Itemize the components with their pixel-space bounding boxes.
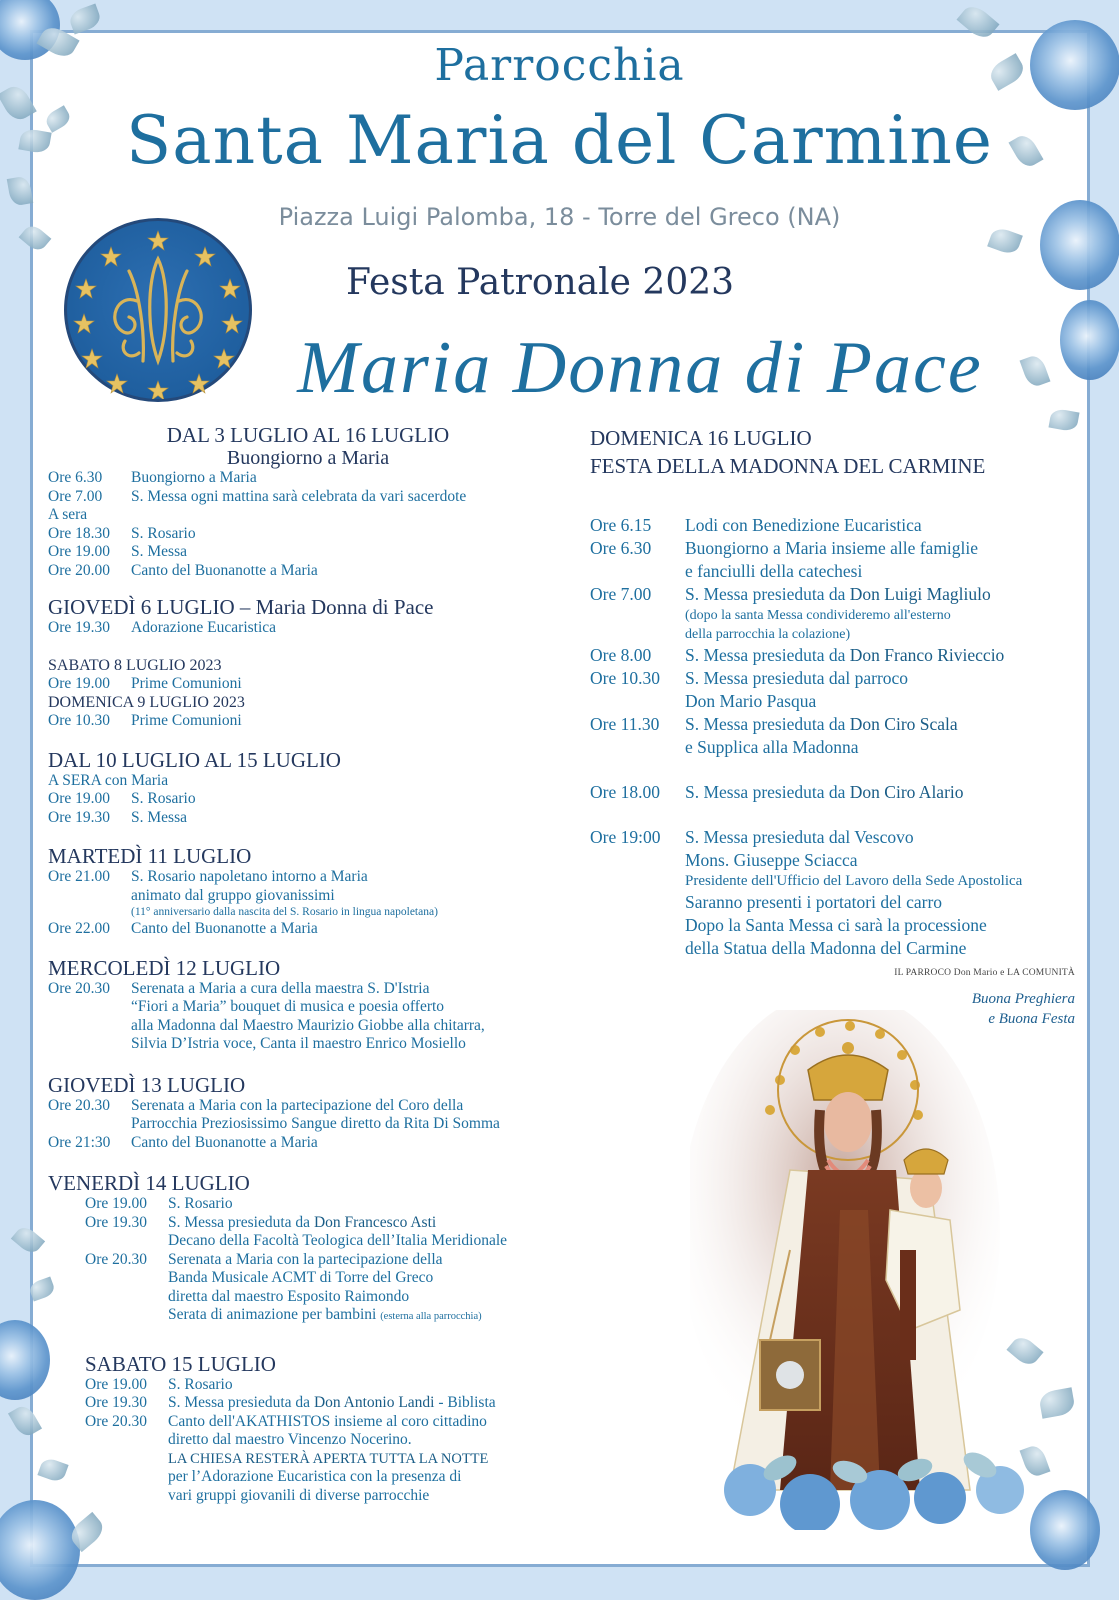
schedule-row [590, 667, 1060, 690]
section-title: MERCOLEDÌ 12 LUGLIO [48, 955, 281, 980]
schedule-row [48, 562, 568, 581]
celebrant-role: Presidente dell'Ufficio del Lavoro della Sede Apostolica [685, 873, 1023, 889]
description: S. Rosario napoletano intorno a Maria [131, 868, 368, 885]
description: Buongiorno a Maria insieme alle famiglie [685, 538, 979, 558]
description-text: S. Messa presieduta da [168, 1394, 314, 1411]
schedule-row [590, 583, 1060, 606]
section-title: VENERDÌ 14 LUGLIO [48, 1171, 250, 1195]
time: Ore 20.30 [85, 1250, 147, 1268]
greeting-line-1: Buona Preghiera [971, 991, 1075, 1007]
celebrant-name: Don Luigi Magliulo [849, 584, 991, 604]
description: S. Messa presieduta dal Vescovo [685, 827, 914, 847]
schedule-row [48, 675, 568, 694]
description-continued: Parrocchia Preziosissimo Sangue diretto da Rita Di Somma [131, 1115, 500, 1132]
description: Buongiorno a Maria [131, 469, 257, 486]
description-text: - Biblista [434, 1394, 496, 1411]
section-title: DOMENICA 16 LUGLIO [590, 426, 812, 450]
time: Ore 19:00 [590, 827, 661, 847]
description-continued: animato dal gruppo giovanissimi [131, 886, 335, 904]
greeting-line-2: e Buona Festa [988, 1011, 1075, 1027]
description-note: (esterna alla parrocchia) [380, 1311, 482, 1322]
schedule-row [48, 543, 568, 562]
time: Ore 6.30 [590, 538, 652, 558]
description-continued: “Fiori a Maria” bouquet di musica e poesia offerto [131, 998, 445, 1015]
schedule-row [590, 826, 1060, 849]
description [168, 1214, 568, 1233]
time: Ore 10.30 [590, 668, 660, 688]
celebrant-name: Don Ciro Scala [849, 714, 958, 734]
description-continued: vari gruppi giovanili di diverse parrocchie [168, 1486, 430, 1504]
description: S. Messa [131, 543, 187, 560]
schedule-left-column [48, 424, 568, 1505]
description: S. Rosario [131, 790, 196, 807]
description: Prime Comunioni [131, 674, 242, 692]
description-continued: e fanciulli della catechesi [685, 561, 863, 581]
header-parrocchia: Parrocchia [434, 40, 685, 91]
church-open-all-night-notice: LA CHIESA RESTERÀ APERTA TUTTA LA NOTTE [168, 1450, 489, 1467]
section-title: DOMENICA 9 LUGLIO 2023 [48, 694, 245, 711]
description-note: (11° anniversario dalla nascita del S. Rosario in lingua napoletana) [131, 906, 438, 918]
schedule-row [590, 514, 1060, 537]
description-text: S. Messa presieduta da [685, 584, 850, 604]
time: Ore 19.00 [48, 674, 110, 692]
schedule-row [85, 1413, 568, 1432]
description [685, 781, 1060, 804]
festa-title: Festa Patronale 2023 [345, 262, 735, 303]
section-title: SABATO 15 LUGLIO [85, 1351, 276, 1376]
celebrant-name: Don Antonio Landi [313, 1394, 435, 1411]
description: S. Messa ogni mattina sarà celebrata da vari sacerdote [131, 487, 467, 505]
schedule-row [48, 619, 568, 638]
description [685, 713, 1060, 736]
description [168, 1394, 568, 1413]
celebrant-name: Don Ciro Alario [849, 782, 964, 802]
section-subtitle: Buongiorno a Maria [226, 447, 390, 469]
description [685, 583, 1060, 606]
time: Ore 21:30 [48, 1133, 111, 1151]
description: Prime Comunioni [131, 712, 242, 729]
description: S. Messa presieduta dal parroco [685, 668, 909, 688]
schedule-right-column [590, 424, 1060, 960]
schedule-row [48, 1097, 568, 1116]
time: Ore 19.00 [85, 1195, 147, 1212]
schedule-row [48, 469, 568, 488]
celebrant-name: Don Mario Pasqua [685, 691, 817, 711]
description-text: S. Messa presieduta da [685, 782, 850, 802]
schedule-row [590, 644, 1060, 667]
time: Ore 6.15 [590, 515, 652, 535]
section-prime-comunioni [48, 656, 568, 731]
time: Ore 20.30 [85, 1412, 147, 1430]
signature: IL PARROCO Don Mario e LA COMUNITÀ [894, 968, 1075, 978]
schedule-row [48, 488, 568, 507]
time: Ore 11.30 [590, 714, 660, 734]
time: Ore 19.30 [85, 1394, 147, 1411]
schedule-row [48, 525, 568, 544]
celebrant-name: Don Francesco Asti [313, 1213, 437, 1231]
time: Ore 20.30 [48, 979, 110, 997]
time: Ore 18.00 [590, 782, 660, 802]
description-continued: per l’Adorazione Eucaristica con la presenza di [168, 1468, 462, 1485]
description-continued: Silvia D’Istria voce, Canta il maestro Enrico Mosiello [131, 1035, 466, 1052]
section-note: A SERA con Maria [48, 771, 169, 789]
description-continued: diretta dal maestro Esposito Raimondo [168, 1287, 410, 1305]
section-sabato-15-luglio [48, 1353, 568, 1506]
section-note: A sera [48, 506, 88, 523]
description-continued: della Statua della Madonna del Carmine [685, 938, 967, 958]
description-text: S. Messa presieduta da [685, 645, 850, 665]
section-title: DAL 10 LUGLIO AL 15 LUGLIO [48, 747, 341, 772]
description: S. Rosario [168, 1375, 233, 1393]
schedule-row [590, 713, 1060, 736]
description: Serenata a Maria con la partecipazione del Coro della [131, 1096, 464, 1114]
time: Ore 19.30 [48, 619, 110, 636]
time: Ore 6.30 [48, 469, 103, 486]
time: Ore 7.00 [48, 487, 103, 505]
time: Ore 18.30 [48, 524, 110, 542]
schedule-row [48, 809, 568, 828]
section-title: GIOVEDÌ 13 LUGLIO [48, 1072, 246, 1097]
theme-title: Maria Donna di Pace [297, 327, 983, 409]
time: Ore 19.00 [85, 1375, 147, 1393]
schedule-row [85, 1251, 568, 1270]
description-text: S. Messa presieduta da [168, 1213, 314, 1231]
description: S. Messa [131, 808, 187, 826]
description: Canto dell'AKATHISTOS insieme al coro cittadino [168, 1412, 487, 1430]
section-dal-10-al-15-luglio [48, 749, 568, 828]
celebrant-name: Don Franco Rivieccio [849, 645, 1005, 665]
description: Adorazione Eucaristica [131, 619, 277, 636]
schedule-row [48, 1134, 568, 1153]
schedule-row [85, 1376, 568, 1395]
schedule-row [85, 1214, 568, 1233]
description-note: della parrocchia la colazione) [685, 627, 851, 642]
description-continued: alla Madonna dal Maestro Maurizio Giobbe alla chitarra, [131, 1016, 485, 1034]
schedule-row [85, 1394, 568, 1413]
time: Ore 7.00 [590, 584, 652, 604]
time: Ore 22.00 [48, 920, 110, 937]
section-venerdi-14-luglio [48, 1172, 568, 1327]
description: Serenata a Maria a cura della maestra S. D'Istria [131, 979, 430, 997]
description: Serenata a Maria con la partecipazione della [168, 1250, 443, 1268]
section-title: DAL 3 LUGLIO AL 16 LUGLIO [166, 423, 450, 447]
schedule-row [48, 712, 568, 731]
time: Ore 21.00 [48, 868, 110, 885]
description-continued: Banda Musicale ACMT di Torre del Greco [168, 1269, 434, 1286]
church-address: Piazza Luigi Palomba, 18 - Torre del Greco (NA) [278, 203, 841, 231]
schedule-row [590, 537, 1060, 560]
schedule-row [48, 790, 568, 809]
schedule-row [48, 920, 568, 939]
time: Ore 20.00 [48, 561, 110, 579]
schedule-row [48, 868, 568, 887]
description-continued [85, 1306, 568, 1327]
description: S. Rosario [168, 1195, 233, 1212]
time: Ore 19.30 [48, 808, 110, 826]
section-title: SABATO 8 LUGLIO 2023 [48, 656, 222, 674]
description: Canto del Buonanotte a Maria [131, 1133, 318, 1151]
schedule-row [590, 781, 1060, 804]
section-title: GIOVEDÌ 6 LUGLIO – Maria Donna di Pace [48, 595, 434, 619]
description: S. Rosario [131, 524, 196, 542]
description-continued: Dopo la Santa Messa ci sarà la processione [685, 915, 987, 935]
description-note: (dopo la santa Messa condivideremo all'esterno [685, 608, 951, 623]
time: Ore 19.00 [48, 790, 110, 807]
marian-monogram-emblem-icon [64, 218, 252, 402]
description: Canto del Buonanotte a Maria [131, 561, 318, 579]
description-continued: diretto dal maestro Vincenzo Nocerino. [168, 1431, 412, 1448]
section-title: MARTEDÌ 11 LUGLIO [48, 844, 252, 868]
celebrant-name: Mons. Giuseppe Sciacca [685, 850, 858, 870]
description-continued: e Supplica alla Madonna [685, 737, 859, 757]
time: Ore 8.00 [590, 645, 652, 665]
description [685, 644, 1060, 667]
time: Ore 19.00 [48, 543, 110, 560]
schedule-row [48, 980, 568, 999]
description-continued: Saranno presenti i portatori del carro [685, 892, 943, 912]
time: Ore 19.30 [85, 1213, 147, 1231]
section-title: FESTA DELLA MADONNA DEL CARMINE [590, 454, 986, 478]
church-name: Santa Maria del Carmine [126, 102, 993, 179]
section-martedi-11-luglio [48, 845, 568, 939]
section-mercoledi-12-luglio [48, 957, 568, 1054]
time: Ore 10.30 [48, 712, 110, 729]
section-giovedi-6-luglio [48, 596, 568, 638]
schedule-row [85, 1195, 568, 1214]
description-text: S. Messa presieduta da [685, 714, 850, 734]
section-dal-3-al-16-luglio [48, 424, 568, 580]
description: Canto del Buonanotte a Maria [131, 920, 318, 937]
statue-madonna-del-carmine-image [690, 1010, 1030, 1530]
description-continued: Decano della Facoltà Teologica dell’Italia Meridionale [168, 1232, 508, 1249]
description-text: Serata di animazione per bambini [168, 1306, 377, 1323]
section-giovedi-13-luglio [48, 1074, 568, 1153]
description: Lodi con Benedizione Eucaristica [685, 515, 922, 535]
time: Ore 20.30 [48, 1096, 110, 1114]
